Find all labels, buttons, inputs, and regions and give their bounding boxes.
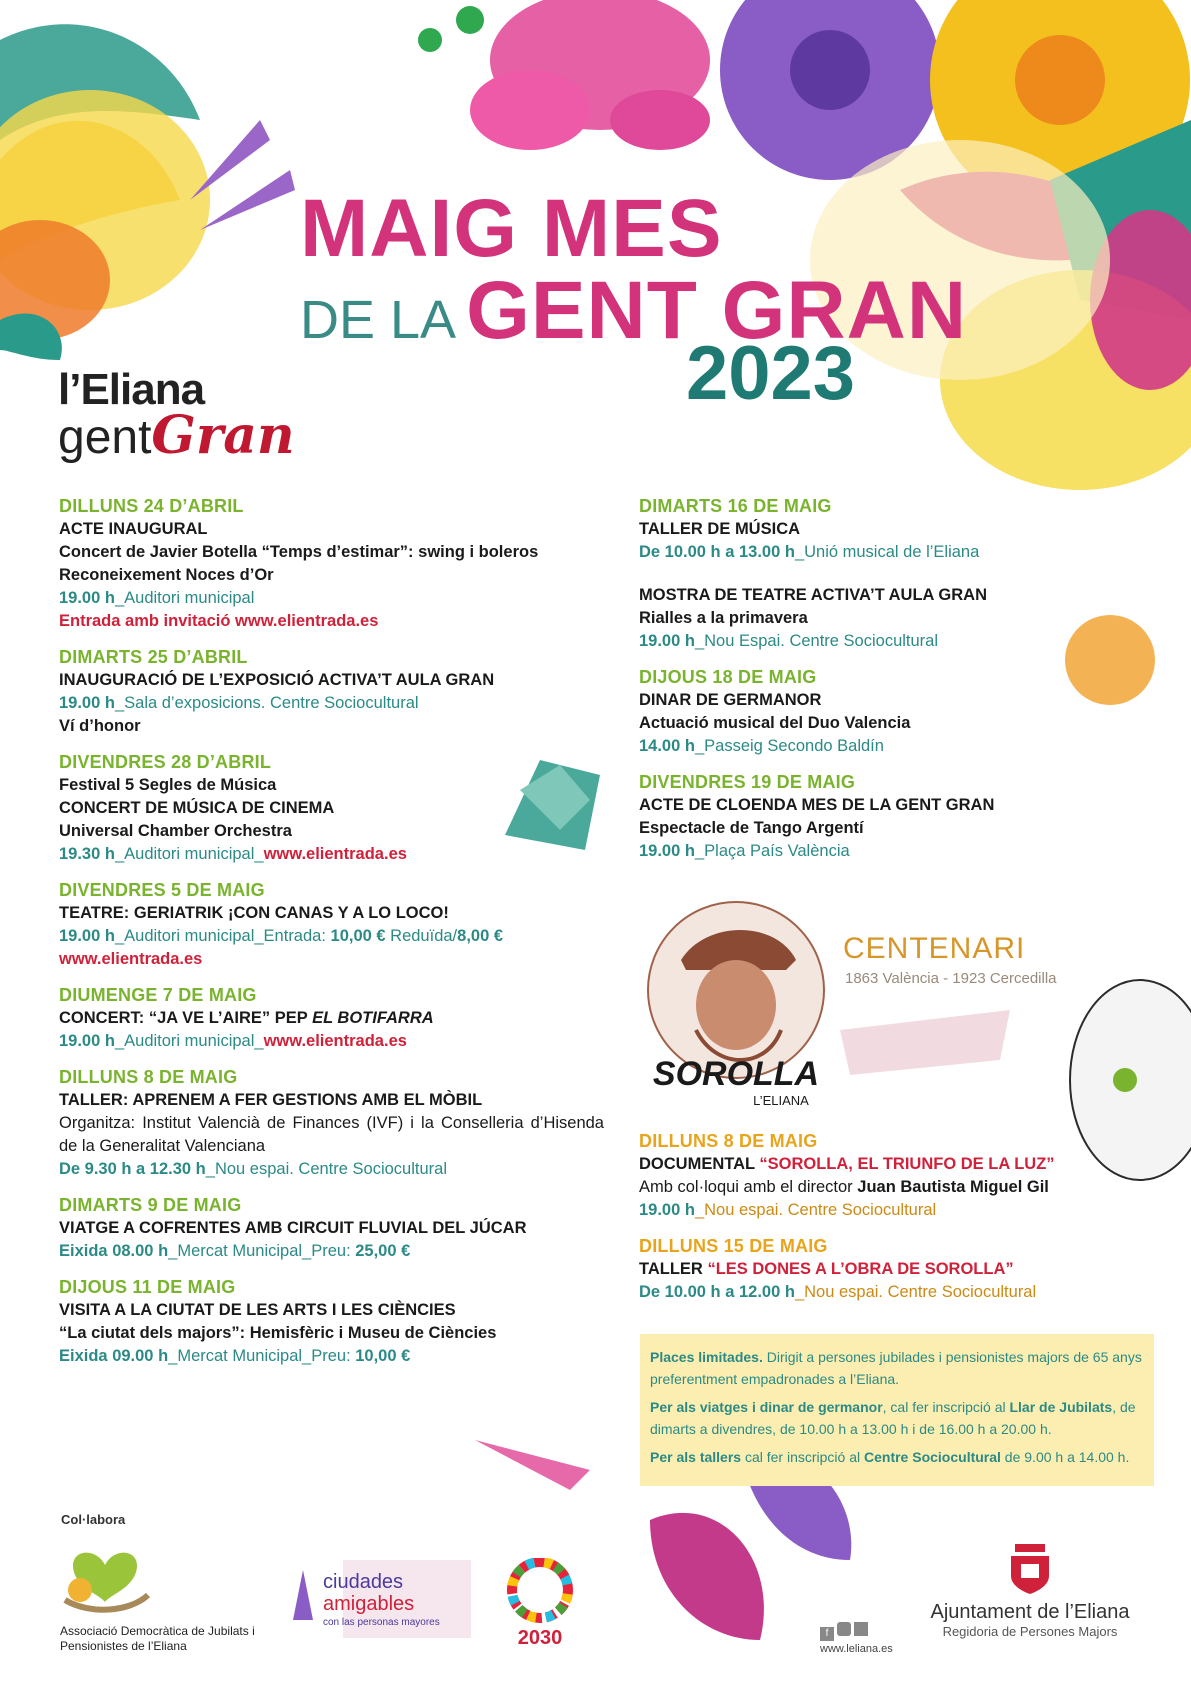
info-trips-place: Llar de Jubilats <box>1009 1399 1113 1415</box>
event-8-may-mobile <box>59 1066 604 1181</box>
association-logo <box>60 1540 260 1654</box>
event-24-april <box>59 495 604 633</box>
event-detail: Actuació musical del Duo Valencia <box>639 714 911 732</box>
event-time-place <box>639 840 1159 863</box>
title-gent-gran: GENT GRAN <box>466 265 968 356</box>
sorolla-centenary-logo <box>636 900 836 1110</box>
event-place: _Nou Espai. Centre Sociocultural <box>694 632 939 650</box>
sorolla-logo-text: SOROLLA <box>652 1055 820 1093</box>
event-date: DIMARTS 25 D’ABRIL <box>59 647 248 667</box>
event-18-may <box>639 666 1159 758</box>
centenari-title: CENTENARI <box>843 932 1026 965</box>
event-time-place <box>639 1199 1159 1222</box>
event-detail-bold: Juan Bautista Miguel Gil <box>857 1178 1049 1196</box>
youtube-icon[interactable] <box>854 1622 868 1636</box>
title-line-1: MAIG MES <box>300 183 723 274</box>
event-sorolla-taller <box>639 1235 1159 1304</box>
event-16-may <box>639 495 1159 564</box>
event-date: DILLUNS 24 D’ABRIL <box>59 496 244 516</box>
event-place: _Auditori municipal <box>114 589 255 607</box>
heart-hand-icon <box>60 1540 150 1615</box>
price-reduced: 8,00 € <box>457 927 504 945</box>
event-date: DILLUNS 8 DE MAIG <box>639 1131 818 1151</box>
event-time-place <box>59 925 604 948</box>
event-title-highlight: “SOROLLA, EL TRIUNFO DE LA LUZ” <box>759 1155 1055 1173</box>
event-place: _Auditori municipal_ <box>114 1032 264 1050</box>
event-time-place <box>59 692 604 715</box>
info-places <box>650 1346 1144 1390</box>
event-place: _Auditori municipal_ <box>114 845 264 863</box>
ciudades-text: ciudades <box>323 1571 404 1593</box>
event-time-place <box>639 1281 1159 1304</box>
event-7-may <box>59 984 604 1053</box>
event-time: Eixida 09.00 h <box>59 1347 169 1365</box>
price-full: 10,00 € <box>330 927 386 945</box>
event-place: _Sala d’exposicions. Centre Sociocultural <box>114 694 419 712</box>
event-time-place <box>59 1345 604 1368</box>
event-title: TALLER DE MÚSICA <box>639 520 801 538</box>
event-title: DINAR DE GERMANOR <box>639 691 822 709</box>
event-price: 25,00 € <box>355 1242 411 1260</box>
title-line-2 <box>300 265 968 356</box>
event-title: ACTE DE CLOENDA MES DE LA GENT GRAN <box>639 796 995 814</box>
regidoria-name: Regidoria de Persones Majors <box>942 1624 1118 1639</box>
event-place: _Nou espai. Centre Sociocultural <box>205 1160 447 1178</box>
event-place: _Unió musical de l’Eliana <box>794 543 980 561</box>
social-icons <box>820 1622 893 1641</box>
event-5-may <box>59 879 604 971</box>
event-detail: CONCERT DE MÚSICA DE CINEMA <box>59 799 335 817</box>
info-places-text: Dirigit a persones jubilades i pensionistes majors de 65 anys preferentment empadronades a l’Eliana. <box>650 1349 1142 1387</box>
event-detail: Organitza: Institut Valencià de Finances (IVF) i la Conselleria d’Hisenda de la Generalitat Valenciana <box>59 1114 604 1155</box>
event-detail-2: Universal Chamber Orchestra <box>59 822 292 840</box>
event-price: 10,00 € <box>355 1347 411 1365</box>
event-title: ACTE INAUGURAL <box>59 520 208 538</box>
sdg-wheel-icon <box>505 1558 575 1648</box>
event-11-may <box>59 1276 604 1368</box>
web-link[interactable]: www.leliana.es <box>820 1643 893 1655</box>
event-date: DIMARTS 16 DE MAIG <box>639 496 832 516</box>
registration-info-box <box>640 1334 1154 1486</box>
event-25-april <box>59 646 604 738</box>
event-title: Festival 5 Segles de Música <box>59 776 277 794</box>
info-workshops-bold: Per als tallers <box>650 1449 742 1465</box>
association-name: Associació Democràtica de Jubilats i Pensionistes de l’Eliana <box>60 1624 255 1653</box>
event-time: 19.30 h <box>59 845 115 863</box>
sorolla-logo-subtext: L’ELIANA <box>753 1093 809 1108</box>
event-time: De 10.00 h a 13.00 h <box>639 543 795 561</box>
event-time-place <box>639 541 1159 564</box>
event-date: DIMARTS 9 DE MAIG <box>59 1195 242 1215</box>
event-detail <box>639 1176 1159 1199</box>
event-title <box>639 1258 1159 1281</box>
elientrada-link[interactable]: www.elientrada.es <box>263 1032 407 1050</box>
event-place: _Auditori municipal_Entrada: <box>114 927 331 945</box>
event-detail-text: Amb col·loqui amb el director <box>639 1178 858 1196</box>
event-time-place <box>639 630 1159 653</box>
event-time: 19.00 h <box>639 632 695 650</box>
event-title <box>59 1007 604 1030</box>
leliana-gent-gran-logo <box>58 365 295 466</box>
brand-gent: gent <box>58 411 152 464</box>
event-teatre-aula-gran <box>639 584 1159 653</box>
facebook-icon[interactable]: f <box>820 1627 834 1641</box>
left-events-column <box>59 495 604 1381</box>
event-time: 19.00 h <box>59 589 115 607</box>
brand-gran: Gran <box>151 405 295 466</box>
title-year: 2023 <box>686 331 856 416</box>
event-date: DILLUNS 15 DE MAIG <box>639 1236 828 1256</box>
event-time: 19.00 h <box>59 927 115 945</box>
event-invitation-link[interactable]: Entrada amb invitació www.elientrada.es <box>59 612 379 630</box>
event-title-italic: EL BOTIFARRA <box>312 1009 434 1027</box>
sorolla-events-column <box>639 1130 1159 1317</box>
event-detail: Ví d’honor <box>59 717 141 735</box>
info-workshops-hours: de 9.00 h a 14.00 h. <box>1000 1449 1130 1465</box>
ods-year: 2030 <box>517 1627 563 1648</box>
event-place: _Plaça País València <box>694 842 850 860</box>
event-title <box>639 1153 1159 1176</box>
event-title: TEATRE: GERIATRIK ¡CON CANAS Y A LO LOCO! <box>59 904 449 922</box>
event-time-place <box>59 1158 604 1181</box>
event-title-text: CONCERT: “JA VE L’AIRE” PEP <box>59 1009 313 1027</box>
event-time: 19.00 h <box>639 1201 695 1219</box>
ajuntament-name: Ajuntament de l’Eliana <box>930 1601 1130 1623</box>
coat-of-arms-icon <box>1007 1540 1053 1596</box>
event-time-place <box>59 1030 604 1053</box>
event-place: _Mercat Municipal_Preu: <box>168 1242 356 1260</box>
event-date: DIJOUS 18 DE MAIG <box>639 667 817 687</box>
event-detail: Concert de Javier Botella “Temps d’estimar”: swing i boleros <box>59 543 539 561</box>
info-workshops-place: Centre Sociocultural <box>864 1449 1001 1465</box>
price-reduced-label: Reduïda/ <box>385 927 458 945</box>
event-time: 19.00 h <box>639 842 695 860</box>
event-title: TALLER: APRENEM A FER GESTIONS AMB EL MÒBIL <box>59 1091 483 1109</box>
event-time-place <box>59 1240 604 1263</box>
ciudades-amigables-icon <box>283 1560 473 1640</box>
centenari-dates: 1863 València - 1923 Cercedilla <box>845 970 1057 987</box>
right-events-column <box>639 495 1159 876</box>
event-detail-2: Reconeixement Noces d’Or <box>59 566 274 584</box>
event-19-may <box>639 771 1159 863</box>
ciudades-amigables-logo <box>283 1560 473 1640</box>
event-date: DIUMENGE 7 DE MAIG <box>59 985 257 1005</box>
event-place: _Nou espai. Centre Sociocultural <box>794 1283 1037 1301</box>
event-place: _Nou espai. Centre Sociocultural <box>694 1201 937 1219</box>
event-date: DILLUNS 8 DE MAIG <box>59 1067 238 1087</box>
info-trips <box>650 1396 1144 1440</box>
info-trips-text: , cal fer inscripció al <box>882 1399 1010 1415</box>
ajuntament-logo <box>920 1540 1140 1639</box>
event-title: INAUGURACIÓ DE L’EXPOSICIÓ ACTIVA’T AULA GRAN <box>59 671 495 689</box>
colabora-label: Col·labora <box>61 1512 126 1527</box>
event-title-highlight: “LES DONES A L’OBRA DE SOROLLA” <box>707 1260 1014 1278</box>
event-place: _Passeig Secondo Baldín <box>694 737 884 755</box>
event-title: MOSTRA DE TEATRE ACTIVA’T AULA GRAN <box>639 586 988 604</box>
title-dela: DE LA <box>300 290 457 350</box>
info-trips-hours: , de dimarts a divendres, de 10.00 h a 13.00 h i de 16.00 h a 20.00 h. <box>650 1399 1136 1437</box>
instagram-icon[interactable] <box>837 1622 851 1636</box>
event-time: 14.00 h <box>639 737 695 755</box>
info-workshops-text: cal fer inscripció al <box>741 1449 864 1465</box>
event-date: DIVENDRES 19 DE MAIG <box>639 772 856 792</box>
ciudades-subtext: con las personas mayores <box>323 1617 440 1628</box>
event-date: DIVENDRES 5 DE MAIG <box>59 880 265 900</box>
event-title: VIATGE A COFRENTES AMB CIRCUIT FLUVIAL DEL JÚCAR <box>59 1219 527 1237</box>
info-places-bold: Places limitades. <box>650 1349 763 1365</box>
event-date: DIVENDRES 28 D’ABRIL <box>59 752 272 772</box>
event-time: Eixida 08.00 h <box>59 1242 169 1260</box>
event-time-place <box>59 843 604 866</box>
elientrada-link[interactable]: www.elientrada.es <box>59 950 203 968</box>
event-28-april <box>59 751 604 866</box>
event-time-place <box>59 587 604 610</box>
elientrada-link[interactable]: www.elientrada.es <box>263 845 407 863</box>
event-9-may <box>59 1194 604 1263</box>
info-workshops <box>650 1446 1144 1468</box>
event-detail: “La ciutat dels majors”: Hemisfèric i Museu de Ciències <box>59 1324 497 1342</box>
event-place: _Mercat Municipal_Preu: <box>168 1347 356 1365</box>
event-time: De 10.00 h a 12.00 h <box>639 1283 795 1301</box>
info-trips-bold: Per als viatges i dinar de germanor <box>650 1399 883 1415</box>
event-date: DIJOUS 11 DE MAIG <box>59 1277 236 1297</box>
event-time: 19.00 h <box>59 1032 115 1050</box>
event-detail: Rialles a la primavera <box>639 609 808 627</box>
ods-2030-logo <box>505 1558 575 1648</box>
event-sorolla-documental <box>639 1130 1159 1222</box>
event-time: De 9.30 h a 12.30 h <box>59 1160 206 1178</box>
event-title: VISITA A LA CIUTAT DE LES ARTS I LES CIÈNCIES <box>59 1301 456 1319</box>
brand-leliana: l’Eliana <box>58 365 205 414</box>
event-detail: Espectacle de Tango Argentí <box>639 819 864 837</box>
event-title-prefix: TALLER <box>639 1260 708 1278</box>
amigables-text: amigables <box>323 1593 415 1615</box>
brand-gent-gran <box>58 405 295 466</box>
social-links <box>820 1622 893 1655</box>
event-title-prefix: DOCUMENTAL <box>639 1155 760 1173</box>
event-time-place <box>639 735 1159 758</box>
event-time: 19.00 h <box>59 694 115 712</box>
